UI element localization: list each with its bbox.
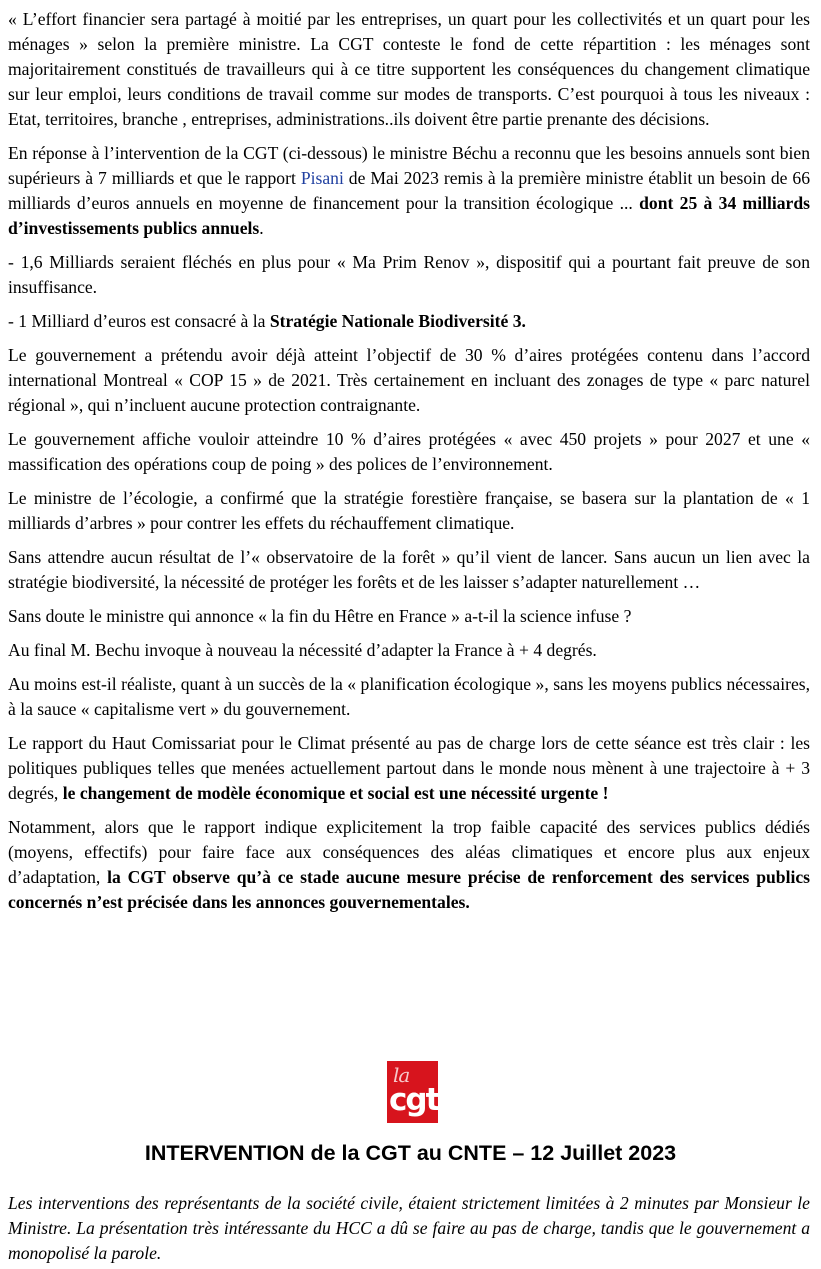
section-heading: INTERVENTION de la CGT au CNTE – 12 Juillet 2023 — [144, 1141, 677, 1165]
document-body — [8, 7, 810, 924]
paragraph-text: En réponse à l’intervention de la CGT (ci-dessous) le ministre Béchu a reconnu que les besoins annuels sont bien supérieurs à 7 milliards et que le rapport — [8, 143, 810, 188]
paragraph-haut-comissariat — [8, 731, 810, 806]
paragraph-observatoire-foret: Sans attendre aucun résultat de l’« observatoire de la forêt » qu’il vient de lancer. Sans aucun un lien avec la stratégie biodiversité, la nécessité de protéger les forêts et de les laisser s’adapter naturellement … — [8, 547, 810, 592]
paragraph-objectif-2027: Le gouvernement affiche vouloir atteindre 10 % d’aires protégées « avec 450 projets » pour 2027 et une « massification des opérations coup de poing » des polices de l’environnement. — [8, 429, 810, 474]
paragraph-aires-protegees: Le gouvernement a prétendu avoir déjà atteint l’objectif de 30 % d’aires protégées contenu dans l’accord international Montreal « COP 15 » de 2021. Très certainement en incluant des zonages de type « parc naturel régional », qui n’incluent aucune protection contraignante. — [8, 345, 810, 415]
bold-emphasis: le changement de modèle économique et social est une nécessité urgente ! — [62, 783, 609, 803]
paragraph-ma-prim-renov: - 1,6 Milliards seraient fléchés en plus pour « Ma Prim Renov », dispositif qui a pourtant fait preuve de son insuffisance. — [8, 252, 810, 297]
paragraph-text: - 1 Milliard d’euros est consacré à la — [8, 311, 270, 331]
paragraph-text: . — [259, 218, 264, 238]
cgt-logo-cgt: cgt — [389, 1082, 439, 1118]
paragraph-text: Le rapport du Haut Comissariat pour le Climat présenté au pas de charge lors de cette séance est très clair : les politiques publiques telles que menées actuellement partout dans le monde nous mènent à une trajectoire à + 3 degrés, — [8, 733, 810, 803]
cgt-logo-la: la — [393, 1063, 410, 1087]
paragraph-fin-du-hetre: Sans doute le ministre qui annonce « la fin du Hêtre en France » a-t-il la science infuse ? — [8, 606, 632, 626]
paragraph-effort-financier: « L’effort financier sera partagé à moitié par les entreprises, un quart pour les collectivités et un quart pour les ménages » selon la première ministre. La CGT conteste le fond de cette répartition : les ménages sont majoritairement constitués de travailleurs qui à ce titre supportent les conséquences du changement climatique sur leur emploi, leurs conditions de travail comme sur modes de transports. C’est pourquoi à tous les niveaux : Etat, territoires, branche , entreprises, administrations..ils doivent être partie prenante des décisions. — [8, 9, 810, 129]
cgt-logo — [387, 1061, 438, 1123]
paragraph-reponse-bechu — [8, 141, 810, 241]
pisani-link[interactable]: Pisani — [300, 168, 344, 188]
bold-emphasis: la CGT observe qu’à ce stade aucune mesure précise de renforcement des services publics concernés n’est précisée dans les annonces gouvernementales. — [8, 867, 810, 912]
paragraph-strategie-forestiere: Le ministre de l’écologie, a confirmé que la stratégie forestière française, se basera sur la plantation de « 1 milliards d’arbres » pour contrer les effets du réchauffement climatique. — [8, 488, 810, 533]
bold-emphasis: dont 25 à 34 milliards d’investissements publics annuels — [8, 193, 810, 238]
paragraph-text: de Mai 2023 remis à la première ministre établit un besoin de 66 milliards d’euros annuels en moyenne de financement pour la transition écologique ... — [8, 168, 810, 213]
paragraph-services-publics — [8, 815, 810, 915]
paragraph-planification: Au moins est-il réaliste, quant à un succès de la « planification écologique », sans les moyens publics nécessaires, à la sauce « capitalisme vert » du gouvernement. — [8, 674, 810, 719]
paragraph-plus-4-degres: Au final M. Bechu invoque à nouveau la nécessité d’adapter la France à + 4 degrés. — [8, 640, 597, 660]
paragraph-biodiversite — [8, 309, 810, 334]
bold-emphasis: Stratégie Nationale Biodiversité 3. — [269, 311, 526, 331]
cgt-logo-box — [387, 1061, 438, 1123]
paragraph-text: Notamment, alors que le rapport indique explicitement la trop faible capacité des services publics dédiés (moyens, effectifs) pour faire face aux conséquences des aléas climatiques et encore plus aux enjeux d’adaptation, — [8, 817, 810, 887]
intro-italic: Les interventions des représentants de la société civile, étaient strictement limitées à 2 minutes par Monsieur le Ministre. La présentation très intéressante du HCC a dû se faire au pas de charge, tandis que le gouvernement a monopolisé la parole. — [8, 1193, 810, 1263]
